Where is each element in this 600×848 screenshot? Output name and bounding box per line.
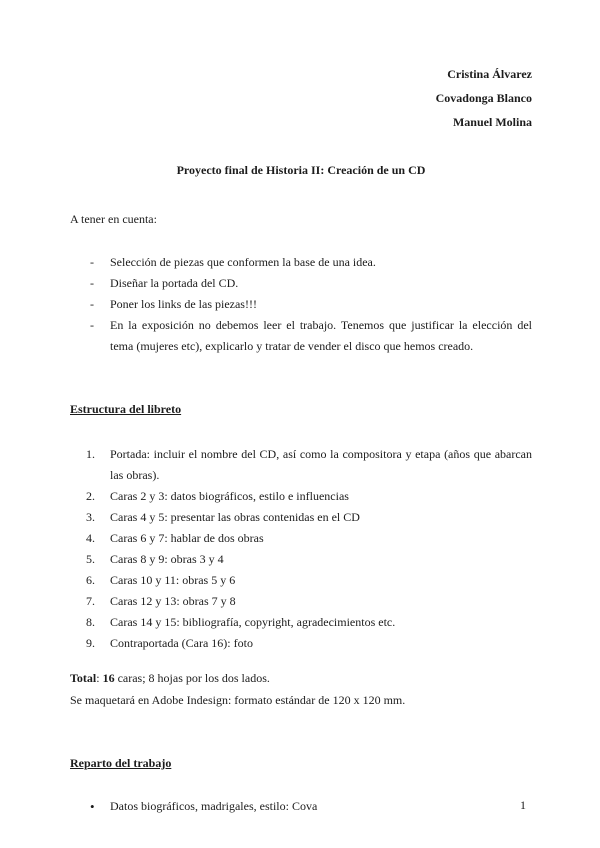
- layout-line: Se maquetará en Adobe Indesign: formato estándar de 120 x 120 mm.: [70, 693, 406, 707]
- list-item: - Poner los links de las piezas!!!: [70, 294, 532, 315]
- list-item: Caras 8 y 9: obras 3 y 4: [110, 552, 224, 566]
- page-number: 1: [520, 798, 526, 812]
- list-item: Caras 10 y 11: obras 5 y 6: [110, 573, 236, 587]
- total-line: [70, 668, 532, 689]
- list-item: Caras 12 y 13: obras 7 y 8: [110, 594, 236, 608]
- document-title: Proyecto final de Historia II: Creación de un CD: [176, 163, 426, 177]
- author-line: Manuel Molina: [452, 115, 532, 129]
- list-item: Caras 14 y 15: bibliografía, copyright, agradecimientos etc.: [110, 615, 396, 629]
- considerations-list: [70, 252, 532, 357]
- list-item: Caras 4 y 5: presentar las obras contenidas en el CD: [110, 510, 360, 524]
- list-item: Caras 2 y 3: datos biográficos, estilo e influencias: [110, 489, 349, 503]
- total-rest: caras; 8 hojas por los dos lados.: [114, 671, 270, 685]
- list-item: Portada: incluir el nombre del CD, así como la compositora y etapa (años que abarcan las obras).: [110, 447, 532, 482]
- structure-list: [70, 444, 532, 654]
- list-item: Contraportada (Cara 16): foto: [110, 636, 253, 650]
- section-heading-estructura: Estructura del libreto: [70, 402, 182, 416]
- total-number: 16: [102, 671, 115, 685]
- list-item: - Selección de piezas que conformen la base de una idea.: [70, 252, 532, 273]
- list-item: • Datos biográficos, madrigales, estilo: Cova: [70, 796, 532, 817]
- total-label: Total: [70, 671, 97, 685]
- list-item: Caras 6 y 7: hablar de dos obras: [110, 531, 264, 545]
- list-item: - En la exposición no debemos leer el trabajo. Tenemos que justificar la elección del tema (mujeres etc), explicarlo y tratar de vender el disco que hemos creado.: [70, 315, 532, 357]
- total-separator: :: [96, 671, 103, 685]
- section-heading-reparto: Reparto del trabajo: [70, 756, 172, 770]
- intro-label: A tener en cuenta:: [70, 212, 157, 226]
- author-line: Covadonga Blanco: [435, 91, 532, 105]
- tasks-list: [70, 796, 532, 817]
- author-block: [70, 62, 532, 134]
- author-line: Cristina Álvarez: [447, 67, 532, 81]
- list-item: - Diseñar la portada del CD.: [70, 273, 532, 294]
